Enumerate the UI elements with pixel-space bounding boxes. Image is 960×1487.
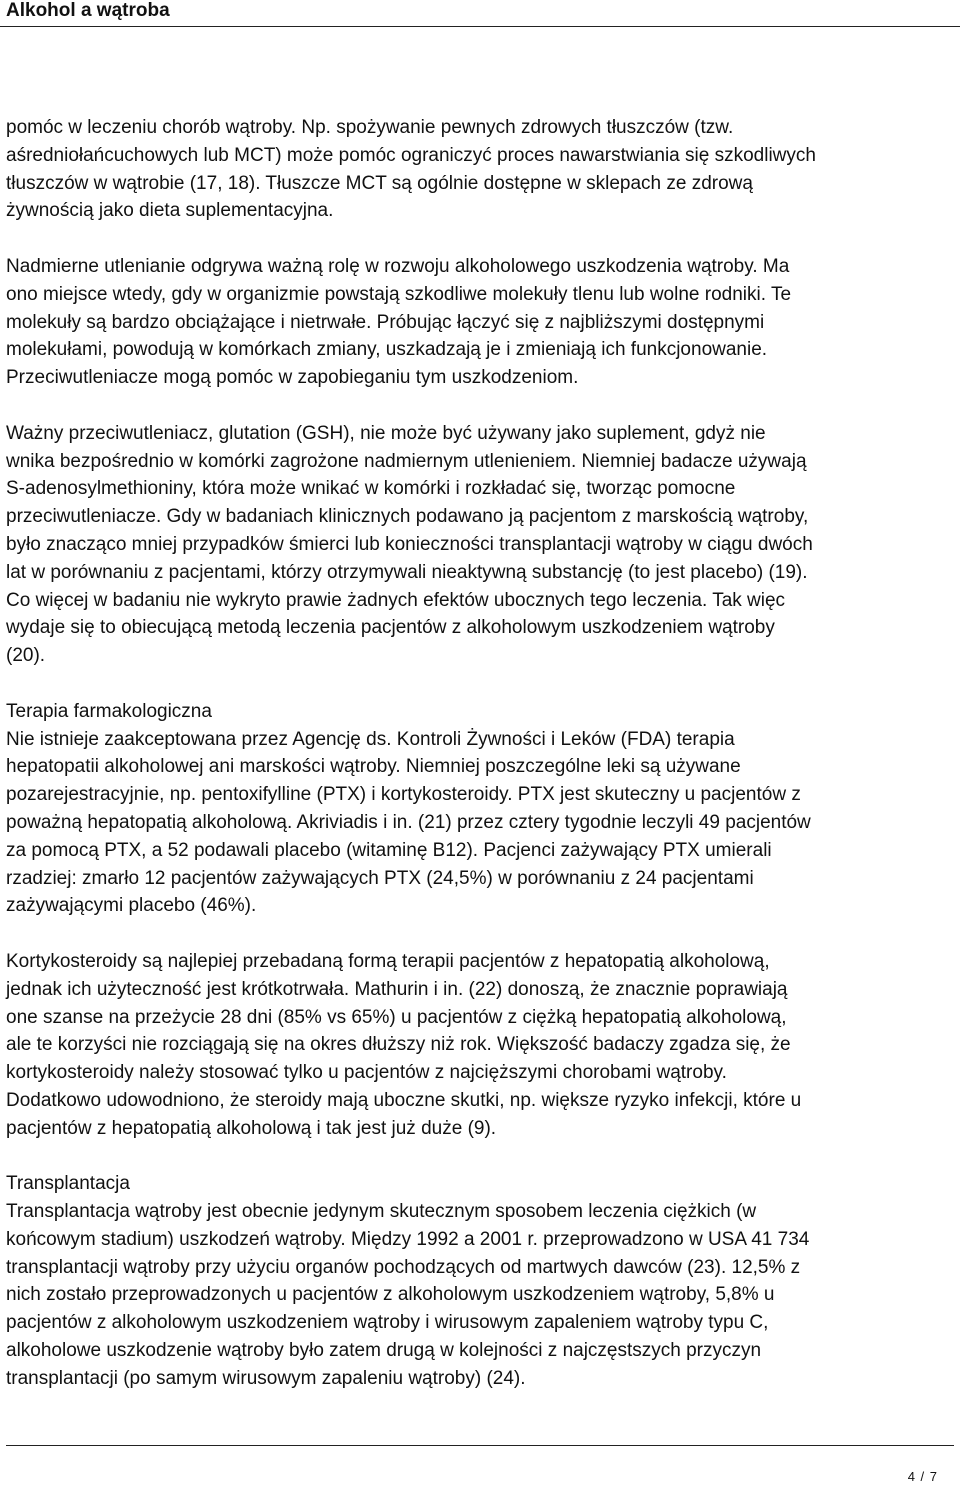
section-heading-transplantation: Transplantacja [6, 1173, 130, 1195]
paragraph-glutathione: Ważny przeciwutleniacz, glutation (GSH), nie może być używany jako suplement, gdyż nie wnika bezpośrednio w komórki zagrożone nadmiernym utlenieniem. Niemniej badacze używają S-adenosylmethioniny, która może wnikać w komórki i rozkładać się, tworząc pomocne przeciwutleniacze. Gdy w badaniach klinicznych podawano ją pacjentom z marskością wątroby, było znacząco mniej przypadków śmierci lub konieczności transplantacji wątroby w ciągu dwóch lat w porównaniu z pacjentami, którzy otrzymywali nieaktywną substancję (to jest placebo) (19). Co więcej w badaniu nie wykryto prawie żadnych efektów ubocznych tego leczenia. Tak więc wydaje się to obiecującą metodą leczenia pacjentów z alkoholowym uszkodzeniem wątroby (20). [6, 422, 813, 667]
page-header [0, 0, 960, 30]
section-heading-pharmacological-therapy: Terapia farmakologiczna [6, 700, 212, 722]
footer-rule [6, 1445, 954, 1446]
document-body [6, 114, 956, 1420]
paragraph-mct: pomóc w leczeniu chorób wątroby. Np. spożywanie pewnych zdrowych tłuszczów (tzw. aśredniołańcuchowych lub MCT) może pomóc ograniczyć proces nawarstwiania się szkodliwych tłuszczów w wątrobie (17, 18). Tłuszcze MCT są ogólnie dostępne w sklepach ze zdrową żywnością jako dieta suplementacyjna. [6, 117, 816, 222]
paragraph-corticosteroids: Kortykosteroidy są najlepiej przebadaną formą terapii pacjentów z hepatopatią alkoholową, jednak ich użyteczność jest krótkotrwała. Mathurin i in. (22) donoszą, że znacznie poprawiają one szanse na przeżycie 28 dni (85% vs 65%) u pacjentów z ciężką hepatopatią alkoholową, ale te korzyści nie rozciągają się na okres dłuższy niż rok. Większość badaczy zgadza się, że kortykosteroidy należy stosować tylko u pacjentów z najcięższymi chorobami wątroby. Dodatkowo udowodniono, że steroidy mają uboczne skutki, np. większe ryzyko infekcji, które u pacjentów z hepatopatią alkoholową i tak jest już duże (9). [6, 950, 802, 1139]
paragraph-oxidation: Nadmierne utlenianie odgrywa ważną rolę w rozwoju alkoholowego uszkodzenia wątroby. Ma ono miejsce wtedy, gdy w organizmie powstają szkodliwe molekuły tlenu lub wolne rodniki. Te molekuły są bardzo obciążające i nietrwałe. Próbując łączyć się z najbliższymi dostępnymi molekułami, powodują w komórkach zmiany, uszkadzają je i zmieniają ich funkcjonowanie. Przeciwutleniacze mogą pomóc w zapobieganiu tym uszkodzeniom. [6, 255, 792, 389]
paragraph-pharmacological-therapy: Nie istnieje zaakceptowana przez Agencję ds. Kontroli Żywności i Leków (FDA) terapia hepatopatii alkoholowej ani marskości wątroby. Niemniej poszczególne leki są używane pozarejestracyjnie, np. pentoxifylline (PTX) i kortykosteroidy. PTX jest skuteczny u pacjentów z poważną hepatopatią alkoholową. Akriviadis i in. (21) przez cztery tygodnie leczyli 49 pacjentów za pomocą PTX, a 52 podawali placebo (witaminę B12). Pacjenci zażywający PTX umierali rzadziej: zmarło 12 pacjentów zażywających PTX (24,5%) w porównaniu z 24 pacjentami zażywającymi placebo (46%). [6, 728, 811, 917]
header-rule [0, 26, 960, 27]
page-footer [0, 1445, 960, 1487]
page-number: 4 / 7 [907, 1469, 938, 1484]
paragraph-transplantation: Transplantacja wątroby jest obecnie jedynym skutecznym sposobem leczenia ciężkich (w końcowym stadium) uszkodzeń wątroby. Między 1992 a 2001 r. przeprowadzono w USA 41 734 transplantacji wątroby przy użyciu organów pochodzących od martwych dawców (23). 12,5% z nich zostało przeprowadzonych u pacjentów z alkoholowym uszkodzeniem wątroby, 5,8% u pacjentów z alkoholowym uszkodzeniem wątroby i wirusowym zapaleniem wątroby typu C, alkoholowe uszkodzenie wątroby było zatem drugą w kolejności z najczęstszych przyczyn transplantacji (po samym wirusowym zapaleniu wątroby) (24). [6, 1201, 810, 1389]
document-title: Alkohol a wątroba [6, 0, 170, 21]
